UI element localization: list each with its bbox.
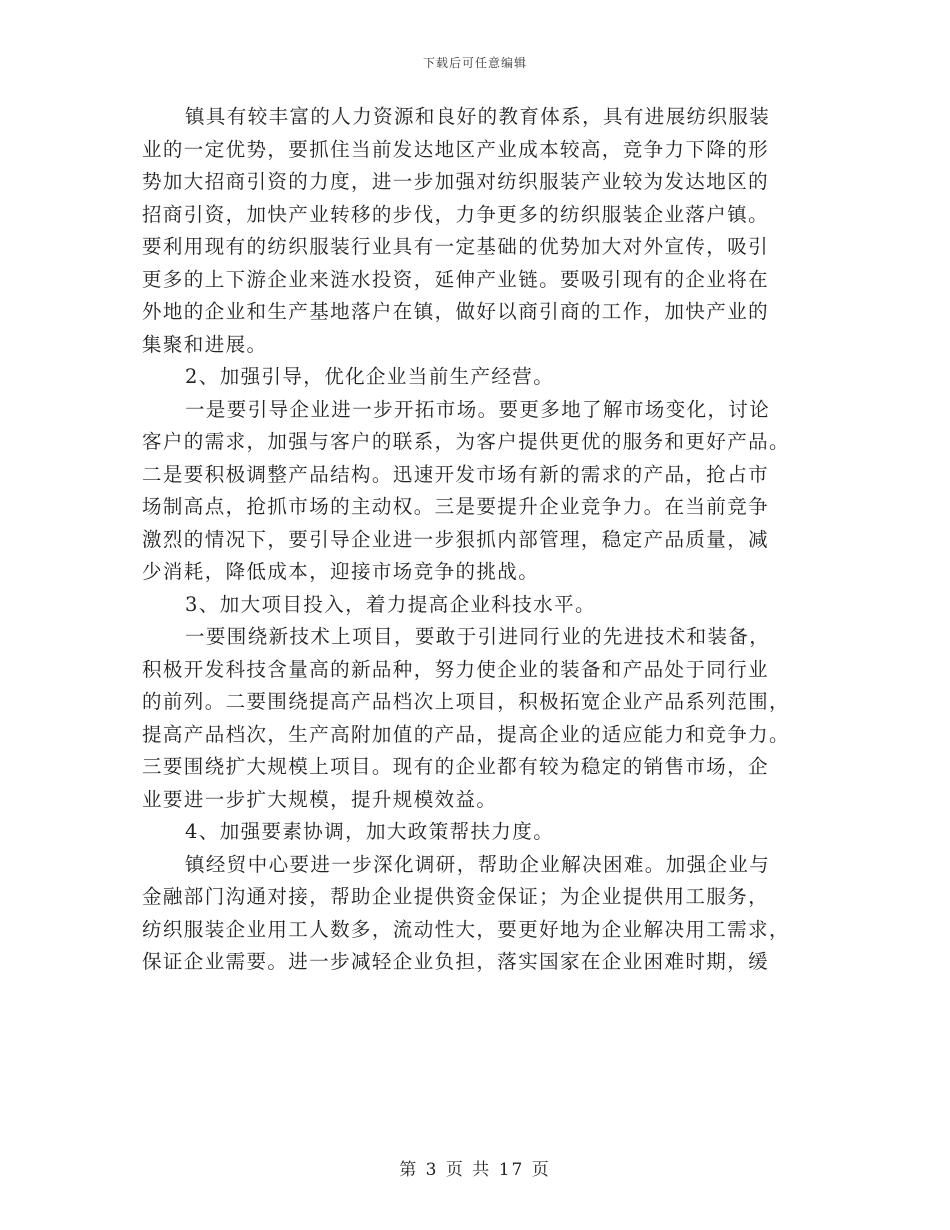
text-line: 纺织服装企业用工人数多，流动性大，要更好地为企业解决用工需求， bbox=[142, 917, 790, 941]
text-line: 招商引资，加快产业转移的步伐，力争更多的纺织服装企业落户镇。 bbox=[142, 202, 770, 226]
text-line: 保证企业需要。进一步减轻企业负担，落实国家在企业困难时期，缓 bbox=[142, 950, 770, 973]
text-line: 场制高点，抢抓市场的主动权。三是要提升企业竞争力。在当前竞争 bbox=[142, 495, 770, 518]
text-line: 镇具有较丰富的人力资源和良好的教育体系，具有进展纺织服装 bbox=[185, 105, 771, 128]
text-line: 镇经贸中心要进一步深化调研，帮助企业解决困难。加强企业与 bbox=[185, 852, 771, 876]
page-header: 下载后可任意编辑 bbox=[422, 56, 527, 70]
page-footer: 第 3 页 共 17 页 bbox=[399, 1160, 551, 1180]
text-line: 集聚和进展。 bbox=[142, 332, 268, 356]
text-line: 一要围绕新技术上项目，要敢于引进同行业的先进技术和装备， bbox=[185, 625, 771, 648]
text-line: 金融部门沟通对接，帮助企业提供资金保证；为企业提供用工服务， bbox=[142, 885, 770, 908]
text-line: 的前列。二要围绕提高产品档次上项目，积极拓宽企业产品系列范围， bbox=[142, 690, 790, 713]
text-line: 3、加大项目投入，着力提高企业科技水平。 bbox=[185, 592, 596, 616]
text-line: 业的一定优势，要抓住当前发达地区产业成本较高，竞争力下降的形 bbox=[142, 137, 770, 161]
text-line: 业要进一步扩大规模，提升规模效益。 bbox=[142, 787, 498, 811]
text-line: 激烈的情况下，要引导企业进一步狠抓内部管理，稳定产品质量，减 bbox=[142, 527, 770, 551]
text-line: 4、加强要素协调，加大政策帮扶力度。 bbox=[185, 820, 555, 843]
text-line: 一是要引导企业进一步开拓市场。要更多地了解市场变化，讨论 bbox=[185, 397, 771, 421]
text-line: 积极开发科技含量高的新品种，努力使企业的装备和产品处于同行业 bbox=[142, 657, 770, 681]
text-line: 外地的企业和生产基地落户在镇，做好以商引商的工作，加快产业的 bbox=[142, 300, 770, 323]
text-line: 提高产品档次，生产高附加值的产品，提高企业的适应能力和竞争力。 bbox=[142, 722, 790, 746]
text-line: 要利用现有的纺织服装行业具有一定基础的优势加大对外宣传，吸引 bbox=[142, 235, 770, 258]
text-line: 客户的需求，加强与客户的联系，为客户提供更优的服务和更好产品。 bbox=[142, 430, 790, 453]
text-line: 二是要积极调整产品结构。迅速开发市场有新的需求的产品，抢占市 bbox=[142, 462, 770, 486]
text-line: 2、加强引导，优化企业当前生产经营。 bbox=[185, 365, 555, 388]
text-line: 势加大招商引资的力度，进一步加强对纺织服装产业较为发达地区的 bbox=[142, 170, 770, 193]
text-line: 三要围绕扩大规模上项目。现有的企业都有较为稳定的销售市场，企 bbox=[142, 755, 770, 778]
text-line: 更多的上下游企业来涟水投资，延伸产业链。要吸引现有的企业将在 bbox=[142, 267, 770, 291]
document-body bbox=[142, 101, 802, 979]
text-line: 少消耗，降低成本，迎接市场竞争的挑战。 bbox=[142, 560, 540, 583]
